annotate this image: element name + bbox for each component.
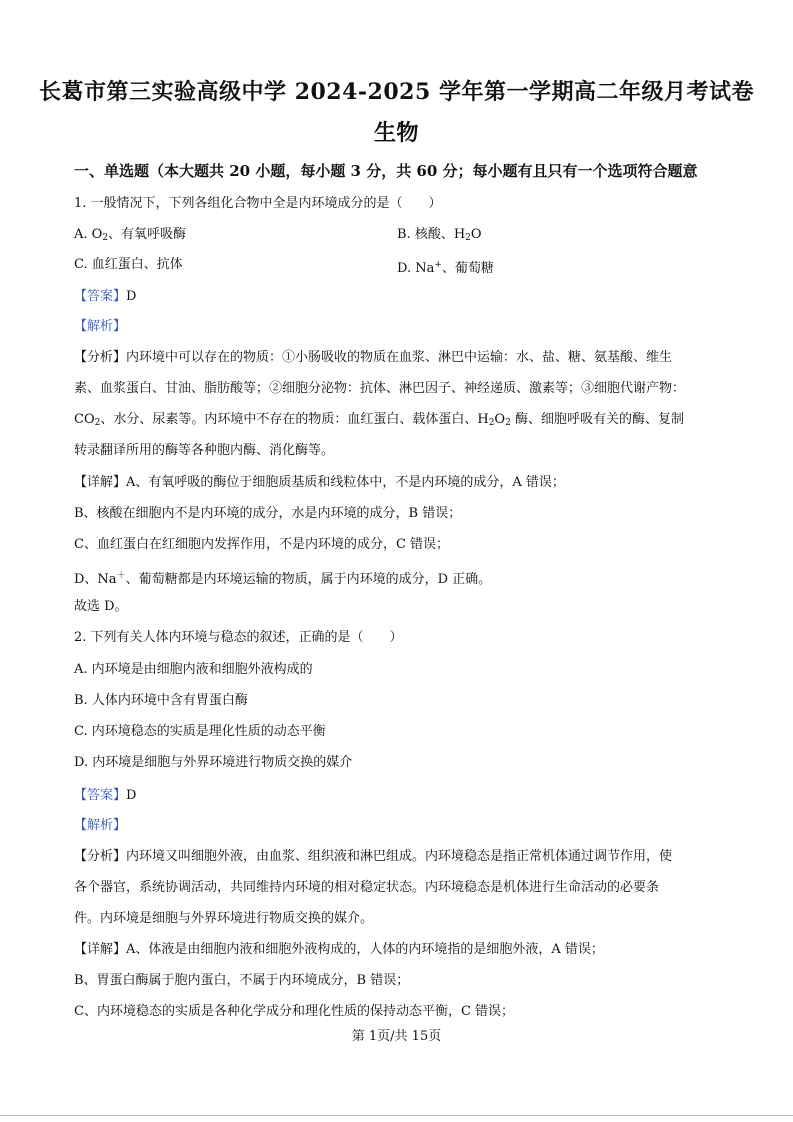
q1-detail-b: B、核酸在细胞内不是内环境的成分，水是内环境的成分，B 错误； [74, 506, 462, 521]
q1-option-a: A. $O_2$、有氧呼吸酶 [74, 227, 187, 243]
q2-stem: 2. 下列有关人体内环境与稳态的叙述，正确的是（ ） [74, 630, 403, 645]
q2-fenxi-line-3: 件。内环境是细胞与外界环境进行物质交换的媒介。 [74, 911, 374, 926]
page-footer: 第 1页/共 15页 [351, 1029, 442, 1044]
bottom-divider [0, 1115, 793, 1116]
section-heading: 一、单选题（本大题共 20 小题，每小题 3 分，共 60 分；每小题有且只有一个选项符合题意 [74, 162, 698, 180]
q2-option-b: B. 人体内环境中含有胃蛋白酶 [74, 693, 248, 708]
q1-option-c: C. 血红蛋白、抗体 [74, 257, 183, 272]
q1-option-b: B. 核酸、$H_2O$ [397, 227, 482, 243]
q2-detail-b: B、胃蛋白酶属于胞内蛋白，不属于内环境成分，B 错误； [74, 973, 410, 988]
q1-analysis-tag: 【解析】 [74, 319, 127, 334]
subject-title: 生物 [373, 120, 419, 146]
q2-detail-c: C、内环境稳态的实质是各种化学成分和理化性质的保持动态平衡，C 错误； [74, 1004, 515, 1019]
q1-fenxi-line-1: 【分析】内环境中可以存在的物质：①小肠吸收的物质在血浆、淋巴中运输：水、盐、糖、氨基酸、维生 [74, 350, 673, 365]
q2-fenxi-line-2: 各个器官，系统协调活动，共同维持内环境的相对稳定状态。内环境稳态是机体进行生命活动的必要条 [74, 880, 660, 895]
q2-option-a: A. 内环境是由细胞内液和细胞外液构成的 [74, 662, 313, 677]
q1-detail-c: C、血红蛋白在红细胞内发挥作用，不是内环境的成分，C 错误； [74, 537, 450, 552]
q2-answer: 【答案】D [74, 788, 137, 803]
q1-stem: 1. 一般情况下，下列各组化合物中全是内环境成分的是（ ） [74, 196, 442, 211]
q2-detail-a: 【详解】A、体液是由细胞内液和细胞外液构成的，人体的内环境指的是细胞外液，A 错误； [74, 942, 604, 957]
q2-option-c: C. 内环境稳态的实质是理化性质的动态平衡 [74, 724, 326, 739]
q1-fenxi-line-3: $CO_2$、水分、尿素等。内环境中不存在的物质：血红蛋白、载体蛋白、$H_2O_2$ 酶、细胞呼吸有关的酶、复制 [74, 412, 684, 428]
q2-option-d: D. 内环境是细胞与外界环境进行物质交换的媒介 [74, 755, 353, 770]
q1-option-d: D. Na+、葡萄糖 [397, 260, 494, 276]
answer-tag: 【答案】 [74, 289, 127, 304]
answer-tag: 【答案】 [74, 788, 127, 803]
q1-fenxi-line-2: 素、血浆蛋白、甘油、脂肪酸等；②细胞分泌物：抗体、淋巴因子、神经递质、激素等；③细胞代谢产物： [74, 381, 686, 396]
q1-answer: 【答案】D [74, 289, 137, 304]
exam-title: 长葛市第三实验高级中学 2024-2025 学年第一学期高二年级月考试卷 [39, 79, 754, 105]
q1-detail-d: D、Na＋、葡萄糖都是内环境运输的物质，属于内环境的成分，D 正确。 [74, 571, 492, 587]
q2-analysis-tag: 【解析】 [74, 818, 127, 833]
q1-fenxi-line-4: 转录翻译所用的酶等各种胞内酶、消化酶等。 [74, 443, 335, 458]
q2-fenxi-line-1: 【分析】内环境又叫细胞外液，由血浆、组织液和淋巴组成。内环境稳态是指正常机体通过调节作用，使 [74, 849, 673, 864]
q1-detail-a: 【详解】A、有氧呼吸的酶位于细胞质基质和线粒体中，不是内环境的成分，A 错误； [74, 475, 565, 490]
q1-conclusion: 故选 D。 [74, 599, 128, 614]
